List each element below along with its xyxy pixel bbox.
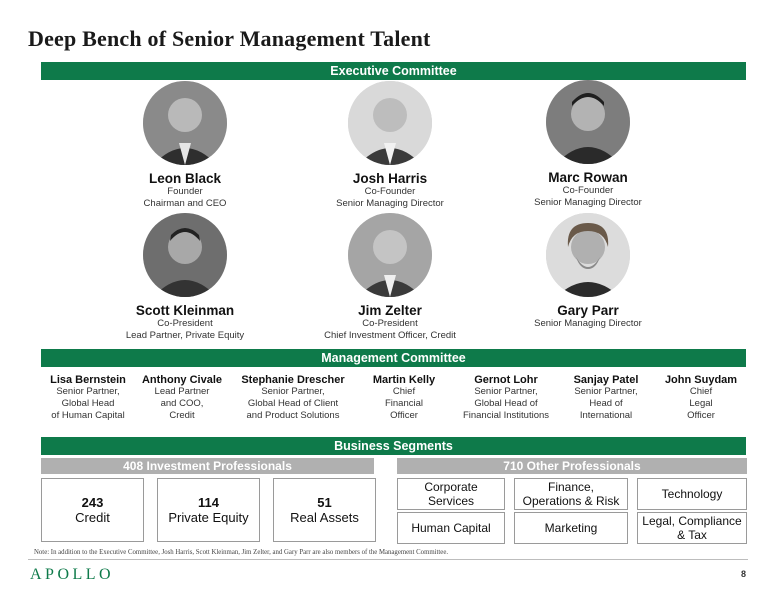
- segment-label: Credit: [75, 510, 110, 525]
- exec-title-line: Lead Partner, Private Equity: [125, 330, 245, 341]
- mgmt-title-line: Lead Partner: [154, 386, 210, 397]
- segment-legal-compliance-tax: Legal, Compliance & Tax: [637, 512, 747, 544]
- mgmt-title-line: Senior Partner,: [56, 386, 120, 397]
- exec-title-line: Senior Managing Director: [534, 197, 642, 208]
- mgmt-title-line: Senior Partner,: [474, 386, 538, 397]
- mgmt-title-line: Officer: [687, 410, 715, 421]
- mgmt-member: [237, 374, 349, 422]
- mgmt-name: Gernot Lohr: [474, 374, 538, 386]
- other-professionals-header: 710 Other Professionals: [397, 458, 747, 474]
- management-committee-header: Management Committee: [41, 349, 746, 367]
- mgmt-title-line: Financial: [384, 398, 424, 409]
- business-segments-header: Business Segments: [41, 437, 746, 455]
- mgmt-name: Anthony Civale: [141, 374, 223, 386]
- investment-professionals-header: 408 Investment Professionals: [41, 458, 374, 474]
- exec-member-josh-harris: [320, 81, 460, 210]
- mgmt-title-line: Officer: [390, 410, 418, 421]
- exec-title-line: Founder: [167, 186, 203, 197]
- exec-name: Gary Parr: [557, 303, 619, 318]
- portrait-photo: [143, 213, 227, 297]
- segment-technology: Technology: [637, 478, 747, 510]
- segment-credit: [41, 478, 144, 542]
- exec-title-line: Co-Founder: [364, 186, 416, 197]
- mgmt-title-line: and Product Solutions: [246, 410, 340, 421]
- mgmt-member: [134, 374, 230, 422]
- footer-divider: [28, 559, 748, 560]
- segment-human-capital: Human Capital: [397, 512, 505, 544]
- exec-member-leon-black: [125, 81, 245, 210]
- mgmt-title-line: Senior Partner,: [261, 386, 325, 397]
- exec-title-line: Co-President: [362, 318, 418, 329]
- mgmt-title-line: Financial Institutions: [462, 410, 550, 421]
- mgmt-name: Sanjay Patel: [573, 374, 639, 386]
- mgmt-name: John Suydam: [664, 374, 738, 386]
- segment-private-equity: [157, 478, 260, 542]
- exec-title-line: Chief Investment Officer, Credit: [324, 330, 456, 341]
- exec-name: Josh Harris: [352, 171, 428, 186]
- mgmt-title-line: Legal: [689, 398, 713, 409]
- exec-title-line: Chairman and CEO: [143, 198, 227, 209]
- portrait-photo: [348, 81, 432, 165]
- mgmt-title-line: Credit: [169, 410, 195, 421]
- segment-marketing: Marketing: [514, 512, 628, 544]
- mgmt-title-line: Senior Partner,: [574, 386, 638, 397]
- mgmt-title-line: Global Head of Client: [247, 398, 339, 409]
- portrait-photo: [546, 213, 630, 297]
- exec-title-line: Senior Managing Director: [534, 318, 642, 329]
- segment-count: 243: [81, 495, 104, 510]
- segment-finance-operations-risk: Finance, Operations & Risk: [514, 478, 628, 510]
- mgmt-title-line: Chief: [689, 386, 713, 397]
- mgmt-member: [40, 374, 136, 422]
- exec-member-marc-rowan: [518, 80, 658, 209]
- segment-real-assets: [273, 478, 376, 542]
- exec-title-line: Co-President: [157, 318, 213, 329]
- portrait-photo: [143, 81, 227, 165]
- mgmt-name: Stephanie Drescher: [241, 374, 345, 386]
- segment-count: 51: [317, 495, 332, 510]
- exec-name: Jim Zelter: [358, 303, 422, 318]
- mgmt-member: [358, 374, 450, 422]
- mgmt-title-line: and COO,: [160, 398, 204, 409]
- exec-title-line: Senior Managing Director: [336, 198, 444, 209]
- apollo-logo: APOLLO: [30, 566, 115, 583]
- exec-name: Marc Rowan: [548, 170, 628, 185]
- executive-committee-header: Executive Committee: [41, 62, 746, 80]
- segment-corporate-services: Corporate Services: [397, 478, 505, 510]
- footnote: Note: In addition to the Executive Committee, Josh Harris, Scott Kleinman, Jim Zelter, and Gary Parr are also members of the Management Committee.: [34, 549, 449, 556]
- mgmt-title-line: Chief: [392, 386, 416, 397]
- exec-member-scott-kleinman: [110, 213, 260, 342]
- mgmt-member: [656, 374, 746, 422]
- mgmt-title-line: Global Head of: [474, 398, 538, 409]
- mgmt-title-line: Head of: [589, 398, 623, 409]
- page-number: 8: [740, 569, 746, 579]
- portrait-photo: [348, 213, 432, 297]
- exec-member-jim-zelter: [310, 213, 470, 342]
- exec-title-line: Co-Founder: [562, 185, 614, 196]
- segment-label: Private Equity: [168, 510, 249, 525]
- page-title: Deep Bench of Senior Management Talent: [28, 26, 431, 51]
- portrait-photo: [546, 80, 630, 164]
- mgmt-title-line: International: [579, 410, 633, 421]
- mgmt-name: Lisa Bernstein: [50, 374, 126, 386]
- segment-count: 114: [198, 495, 219, 510]
- mgmt-title-line: of Human Capital: [51, 410, 125, 421]
- exec-member-gary-parr: [518, 213, 658, 330]
- exec-name: Scott Kleinman: [135, 303, 235, 318]
- exec-name: Leon Black: [148, 171, 222, 186]
- mgmt-member: [560, 374, 652, 422]
- mgmt-name: Martin Kelly: [372, 374, 436, 386]
- segment-label: Real Assets: [290, 510, 359, 525]
- mgmt-title-line: Global Head: [61, 398, 115, 409]
- mgmt-member: [456, 374, 556, 422]
